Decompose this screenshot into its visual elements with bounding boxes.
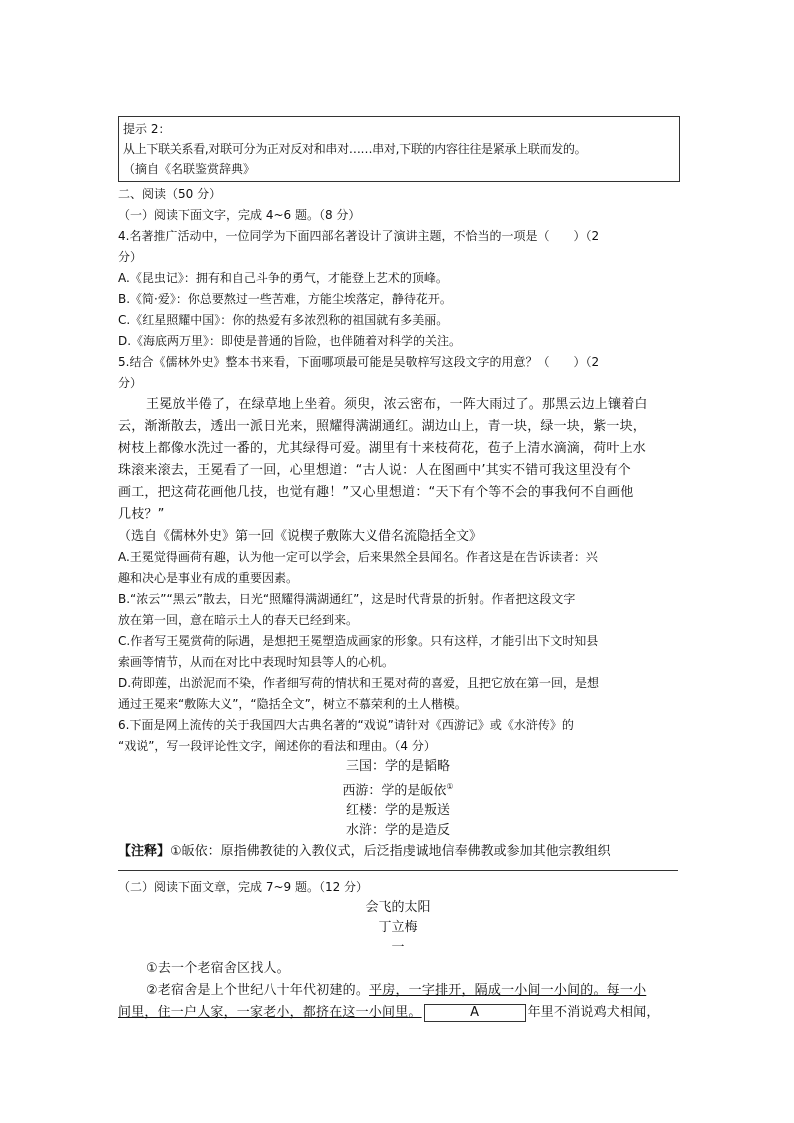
q5-option-c-cont: 索画等情节，从而在对比中表现时知县等人的心机。 [118, 655, 395, 669]
q5-stem: 5.结合《儒林外史》整本书来看，下面哪项最可能是吴敬梓写这段文字的用意？（ ）（2 [118, 355, 600, 369]
q5-option-b-cont: 放在第一回，意在暗示土人的春天已经到来。 [118, 613, 359, 627]
exam-page [118, 116, 678, 1024]
poem-line: 三国：学的是韬略 [345, 759, 450, 774]
q4-stem-cont: 分） [118, 250, 143, 264]
tip-title: 提示 2： [123, 122, 171, 136]
q4-option-b: B.《简·爱》：你总要熬过一些苦难，方能尘埃落定，静待花开。 [118, 292, 452, 306]
poem [118, 757, 678, 841]
passage-source: （选自《儒林外史》第一回《说楔子敷陈大义借名流隐括全文》 [118, 529, 483, 544]
passage-line: 珠滚来滚去，王冕看了一回，心里想道：“古人说：人在图画中’其实不错可我这里没有个 [118, 463, 631, 478]
annotation-text: ①皈依：原指佛教徒的入教仪式，后泛指虔诚地信奉佛教或参加其他宗教组织 [170, 844, 611, 860]
article-paragraph-1: ①去一个老宿舍区找人。 [146, 961, 290, 977]
q4-option-c: C.《红星照耀中国》：你的热爱有多浓烈称的祖国就有多美丽。 [118, 313, 449, 327]
q5-option-d: D.荷即莲，出淤泥而不染，作者细写荷的情状和王冕对荷的喜爱，且把它放在第一回，是想 [118, 676, 600, 690]
passage-line: 树枝上都像水洗过一番的，尤其绿得可爱。湖里有十来枝荷花，苞子上清水滴滴，荷叶上水 [118, 441, 647, 456]
article-paragraph-2-cont: 间里，住一户人家，一家老小，都挤在这一小间里。 A 年里不消说鸡犬相闻， [118, 1004, 660, 1021]
article-title: 会飞的太阳 [365, 900, 431, 916]
part2-heading: （二）阅读下面文章，完成 7~9 题。（12 分） [118, 880, 369, 895]
q4-option-d: D.《海底两万里》：即使是普通的旨险，也伴随着对科学的关注。 [118, 334, 462, 348]
footnote-mark: ① [446, 782, 454, 791]
article-section-number: 一 [391, 940, 405, 956]
q5-option-a: A.王冕觉得画荷有趣，认为他一定可以学会，后来果然全县闻名。作者这是在告诉读者：兴 [118, 550, 598, 564]
q5-passage [118, 394, 678, 526]
q6-stem-cont: “戏说”，写一段评论性文字，阐述你的看法和理由。（4 分） [118, 739, 436, 753]
article-paragraph-2: ②老宿舍是上个世纪八十年代初建的。平房，一字排开，隔成一小间一小间的。每一小 [146, 983, 647, 999]
poem-line-xiyou: 西游：学的是皈依① [342, 782, 454, 799]
tip-line-2: （摘自《名联鉴赏辞典》 [123, 162, 256, 176]
q5-option-d-cont: 通过王冕来“敷陈大义”，“隐括全文”，树立不慕荣利的土人楷模。 [118, 697, 467, 711]
q5-option-c: C.作者写王冕赏荷的际遇，是想把王冕塑造成画家的形象。只有这样，才能引出下文时知县 [118, 634, 599, 648]
poem-line: 水浒：学的是造反 [345, 823, 450, 839]
q4-stem: 4.名著推广活动中，一位同学为下面四部名著设计了演讲主题，不恰当的一项是（ ）（2 [118, 229, 600, 243]
article-author: 丁立梅 [378, 920, 418, 936]
q5-option-b: B.“浓云”“黑云”散去，日光“照耀得满湖通红”，这是时代背景的折射。作者把这段文字 [118, 592, 576, 606]
passage-line: 王冕放半倦了，在绿草地上坐着。须臾，浓云密布，一阵大雨过了。那黑云边上镶着白 [146, 397, 648, 412]
tip-box [118, 116, 680, 182]
q4-option-a: A.《昆虫记》：拥有和自己斗争的勇气，才能登上艺术的顶峰。 [118, 271, 448, 285]
q5-option-a-cont: 趣和决心是事业有成的重要因素。 [118, 571, 299, 585]
poem-line: 红楼：学的是叛送 [345, 803, 450, 819]
passage-line: 画工，把这荷花画他几技，也觉有趣！”又心里想道：“天下有个等不会的事我何不自画他 [118, 485, 634, 500]
passage-line: 云，渐渐散去，透出一派日光来，照耀得满湖通红。湖边山上，青一块，绿一块，紫一块， [118, 419, 647, 434]
tip-line-1: 从上下联关系看,对联可分为正对反对和串对……串对,下联的内容往往是紧承上联而发的。 [123, 142, 587, 156]
section-heading: 二、阅读（50 分） [118, 187, 222, 201]
part1-heading: （一）阅读下面文字，完成 4~6 题。（8 分） [118, 208, 361, 222]
annotation [118, 841, 678, 862]
answer-box-a[interactable]: A [424, 1004, 526, 1022]
q6-stem: 6.下面是网上流传的关于我国四大古典名著的“戏说”请针对《西游记》或《水浒传》的 [118, 718, 574, 732]
divider [118, 870, 678, 871]
passage-line: 几枝？” [118, 507, 165, 522]
annotation-label: 【注释】 [118, 844, 171, 860]
q5-stem-cont: 分） [118, 376, 143, 390]
